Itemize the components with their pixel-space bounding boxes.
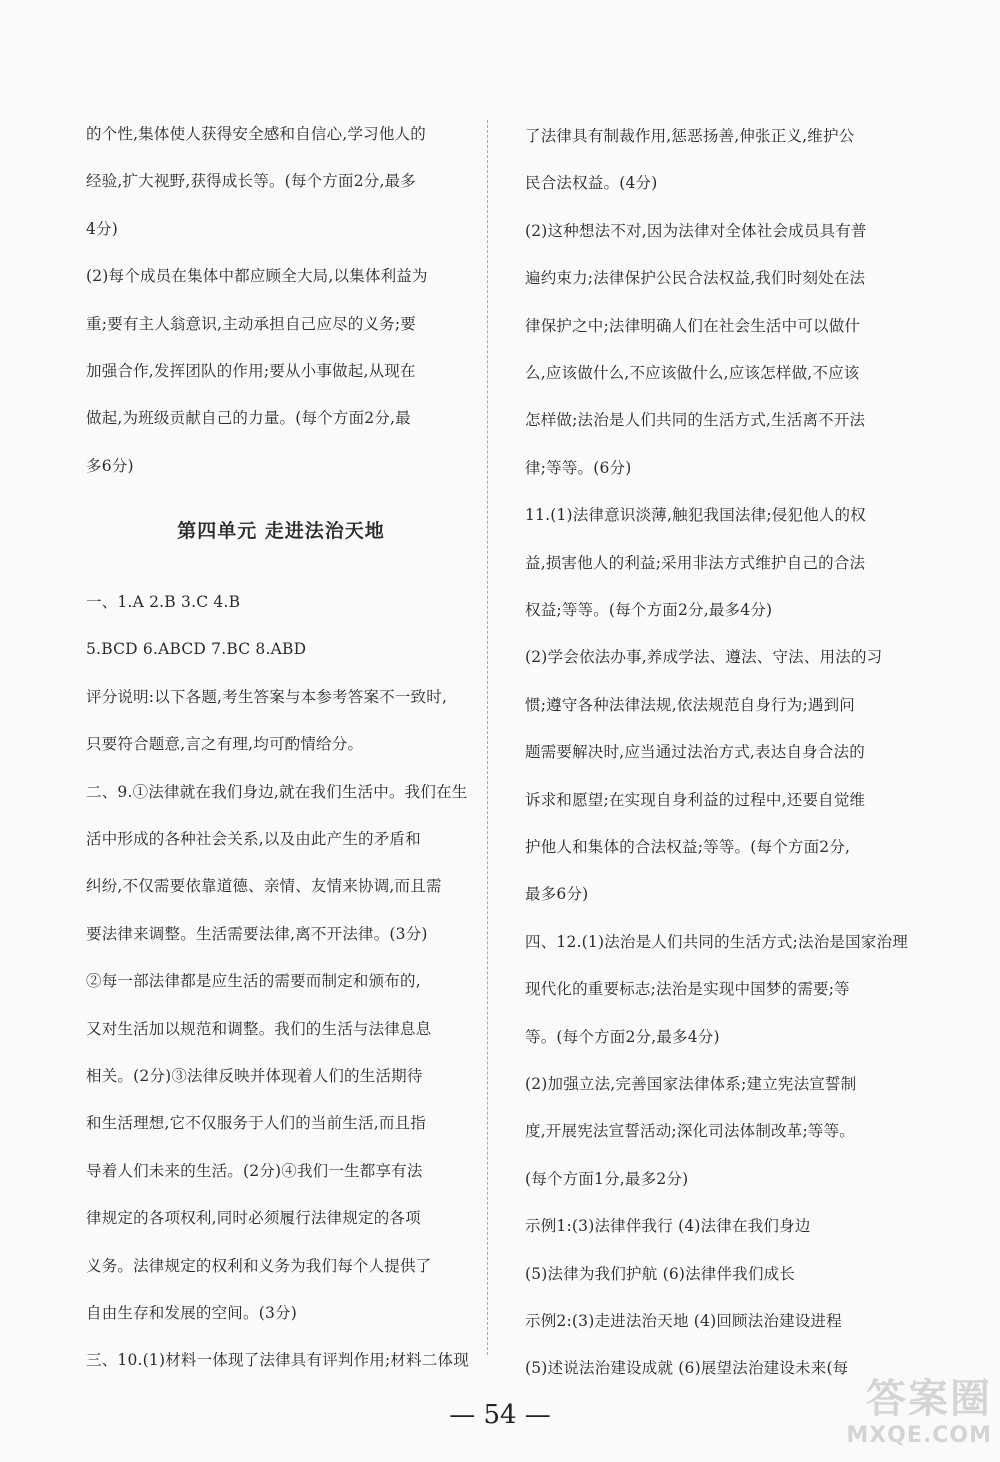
text-line: 么,应该做什么,不应该做什么,应该怎样做,不应该 bbox=[525, 364, 860, 382]
text-line: 5.BCD 6.ABCD 7.BC 8.ABD bbox=[86, 640, 307, 659]
text-line: 相关。(2分)③法律反映并体现着人们的生活期待 bbox=[86, 1067, 423, 1085]
text-line: 益,损害他人的利益;采用非法方式维护自己的合法 bbox=[525, 553, 866, 572]
text-line: (2)每个成员在集体中都应顾全大局,以集体利益为 bbox=[86, 267, 428, 286]
text-line: (2)学会依法办事,养成学法、遵法、守法、用法的习 bbox=[525, 648, 883, 667]
text-line: 惯;遵守各种法律法规,依法规范自身行为;遇到问 bbox=[525, 695, 855, 714]
text-line: 示例2:(3)走进法治天地 (4)回顾法治建设进程 bbox=[525, 1312, 842, 1330]
text-line: 现代化的重要标志;法治是实现中国梦的需要;等 bbox=[525, 980, 850, 999]
text-line: 律;等等。(6分) bbox=[525, 458, 632, 477]
text-line: 遍约束力;法律保护公民合法权益,我们时刻处在法 bbox=[525, 269, 866, 288]
text-line: (2)加强立法,完善国家法律体系;建立宪法宣誓制 bbox=[525, 1075, 857, 1093]
text-line: 诉求和愿望;在实现自身利益的过程中,还要自觉维 bbox=[525, 790, 866, 809]
text-line: 律规定的各项权利,同时必须履行法律规定的各项 bbox=[86, 1209, 421, 1228]
text-line: 做起,为班级贡献自己的力量。(每个方面2分,最 bbox=[86, 409, 411, 428]
column-divider bbox=[487, 120, 488, 1355]
unit-heading: 第四单元 走进法治天地 bbox=[177, 520, 385, 542]
text-line: 了法律具有制裁作用,惩恶扬善,伸张正义,维护公 bbox=[525, 127, 855, 145]
text-line: 最多6分) bbox=[525, 885, 589, 904]
text-line: (每个方面1分,最多2分) bbox=[525, 1169, 689, 1188]
text-line: 只要符合题意,言之有理,均可酌情给分。 bbox=[86, 735, 364, 754]
text-line: 怎样做;法治是人们共同的生活方式,生活离不开法 bbox=[525, 411, 866, 430]
text-line: 义务。法律规定的权利和义务为我们每个人提供了 bbox=[86, 1256, 432, 1275]
text-line: 11.(1)法律意识淡薄,触犯我国法律;侵犯他人的权 bbox=[525, 506, 866, 525]
text-line: 自由生存和发展的空间。(3分) bbox=[86, 1304, 297, 1322]
text-line: 导着人们未来的生活。(2分)④我们一生都享有法 bbox=[86, 1161, 423, 1180]
text-line: 加强合作,发挥团队的作用;要从小事做起,从现在 bbox=[86, 362, 416, 380]
watermark-sub-text: MXQE.COM bbox=[846, 1423, 992, 1448]
text-line: 的个性,集体使人获得安全感和自信心,学习他人的 bbox=[86, 125, 426, 143]
text-line: 多6分) bbox=[86, 456, 134, 475]
text-line: 和生活理想,它不仅服务于人们的当前生活,而且指 bbox=[86, 1114, 426, 1133]
text-line: 经验,扩大视野,获得成长等。(每个方面2分,最多 bbox=[86, 172, 416, 191]
text-line: (2)这种想法不对,因为法律对全体社会成员具有普 bbox=[525, 221, 867, 240]
text-line: 四、12.(1)法治是人们共同的生活方式;法治是国家治理 bbox=[525, 932, 908, 951]
text-line: 权益;等等。(每个方面2分,最多4分) bbox=[525, 601, 773, 619]
text-line: 度,开展宪法宣誓活动;深化司法体制改革;等等。 bbox=[525, 1122, 855, 1141]
text-line: 活中形成的各种社会关系,以及由此产生的矛盾和 bbox=[86, 830, 421, 848]
watermark-main-text: 答案圈 bbox=[866, 1376, 992, 1422]
text-line: ②每一部法律都是应生活的需要而制定和颁布的, bbox=[86, 972, 421, 991]
text-line: 示例1:(3)法律伴我行 (4)法律在我们身边 bbox=[525, 1217, 811, 1236]
text-line: 又对生活加以规范和调整。我们的生活与法律息息 bbox=[86, 1019, 432, 1038]
text-line: 护他人和集体的合法权益;等等。(每个方面2分, bbox=[525, 838, 851, 856]
text-line: 民合法权益。(4分) bbox=[525, 174, 658, 193]
text-line: 题需要解决时,应当通过法治方式,表达自身合法的 bbox=[525, 743, 865, 762]
text-line: 律保护之中;法律明确人们在社会生活中可以做什 bbox=[525, 316, 861, 335]
text-line: 重;要有主人翁意识,主动承担自己应尽的义务;要 bbox=[86, 314, 416, 333]
text-line: 三、10.(1)材料一体现了法律具有评判作用;材料二体现 bbox=[86, 1351, 469, 1370]
text-line: 二、9.①法律就在我们身边,就在我们生活中。我们在生 bbox=[86, 782, 468, 801]
text-line: (5)述说法治建设成就 (6)展望法治建设未来(每 bbox=[525, 1359, 849, 1378]
text-line: 纠纷,不仅需要依靠道德、亲情、友情来协调,而且需 bbox=[86, 877, 442, 896]
text-line: 4分) bbox=[86, 219, 119, 238]
page-number: — 54 — bbox=[449, 1400, 551, 1430]
text-line: 等。(每个方面2分,最多4分) bbox=[525, 1027, 720, 1046]
text-line: (5)法律为我们护航 (6)法律伴我们成长 bbox=[525, 1264, 796, 1283]
watermark-logo bbox=[842, 1374, 992, 1456]
text-line: 一、1.A 2.B 3.C 4.B bbox=[86, 593, 241, 611]
text-line: 评分说明:以下各题,考生答案与本参考答案不一致时, bbox=[86, 687, 448, 706]
text-line: 要法律来调整。生活需要法律,离不开法律。(3分) bbox=[86, 924, 428, 943]
